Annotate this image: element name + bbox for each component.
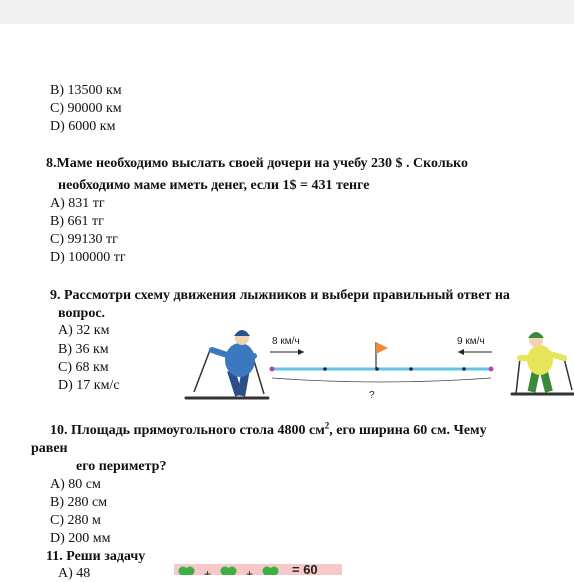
q11-title: 11. Реши задачу (46, 549, 146, 564)
left-skier-figure (186, 330, 268, 398)
q10-option-d: D) 200 мм (50, 531, 111, 546)
q9-option-a: A) 32 км (58, 323, 110, 338)
q10-option-a: A) 80 см (50, 477, 101, 492)
svg-text:+: + (246, 567, 254, 581)
distance-label: ? (369, 390, 375, 401)
left-speed-label: 8 км/ч (272, 336, 300, 347)
svg-text:+: + (204, 567, 212, 581)
equation-result: = 60 (292, 564, 318, 575)
right-skier-figure (512, 332, 574, 394)
top-bar (0, 0, 574, 24)
q9-option-d: D) 17 км/с (58, 378, 120, 393)
q10-option-c: C) 280 м (50, 513, 101, 528)
track-end-dot (489, 367, 494, 372)
q9-question-line2: вопрос. (58, 306, 106, 321)
right-speed-label: 9 км/ч (457, 336, 485, 347)
q8-option-b: B) 661 тг (50, 214, 104, 229)
q8-question-line2: необходимо маме иметь денег, если 1$ = 431 тенге (58, 178, 370, 193)
skiers-diagram (180, 320, 574, 416)
q7-option-c: C) 90000 км (50, 101, 122, 116)
q7-option-b: B) 13500 км (50, 83, 122, 98)
q8-option-a: A) 831 тг (50, 196, 105, 211)
q8-question-line1: 8.Маме необходимо выслать своей дочери на учебу 230 $ . Сколько (46, 156, 468, 171)
track-start-dot (270, 367, 275, 372)
q7-option-d: D) 6000 км (50, 119, 116, 134)
q8-option-d: D) 100000 тг (50, 250, 126, 265)
q9-option-c: C) 68 км (58, 360, 109, 375)
q9-question-line1: 9. Рассмотри схему движения лыжников и выбери правильный ответ на (50, 288, 510, 303)
q11-option-a: A) 48 (58, 566, 91, 581)
q11-equation (174, 564, 342, 581)
q8-option-c: C) 99130 тг (50, 232, 118, 247)
q10-option-b: B) 280 см (50, 495, 108, 510)
flag-icon (376, 342, 388, 354)
q10-question-line2: равен (31, 441, 68, 456)
q9-option-b: B) 36 км (58, 342, 109, 357)
q10-question-line3: его периметр? (76, 459, 167, 474)
distance-bracket (272, 378, 491, 382)
q10-question-line1: 10. Площадь прямоугольного стола 4800 $см^2$, его ширина 60 см. Чему (50, 420, 487, 438)
